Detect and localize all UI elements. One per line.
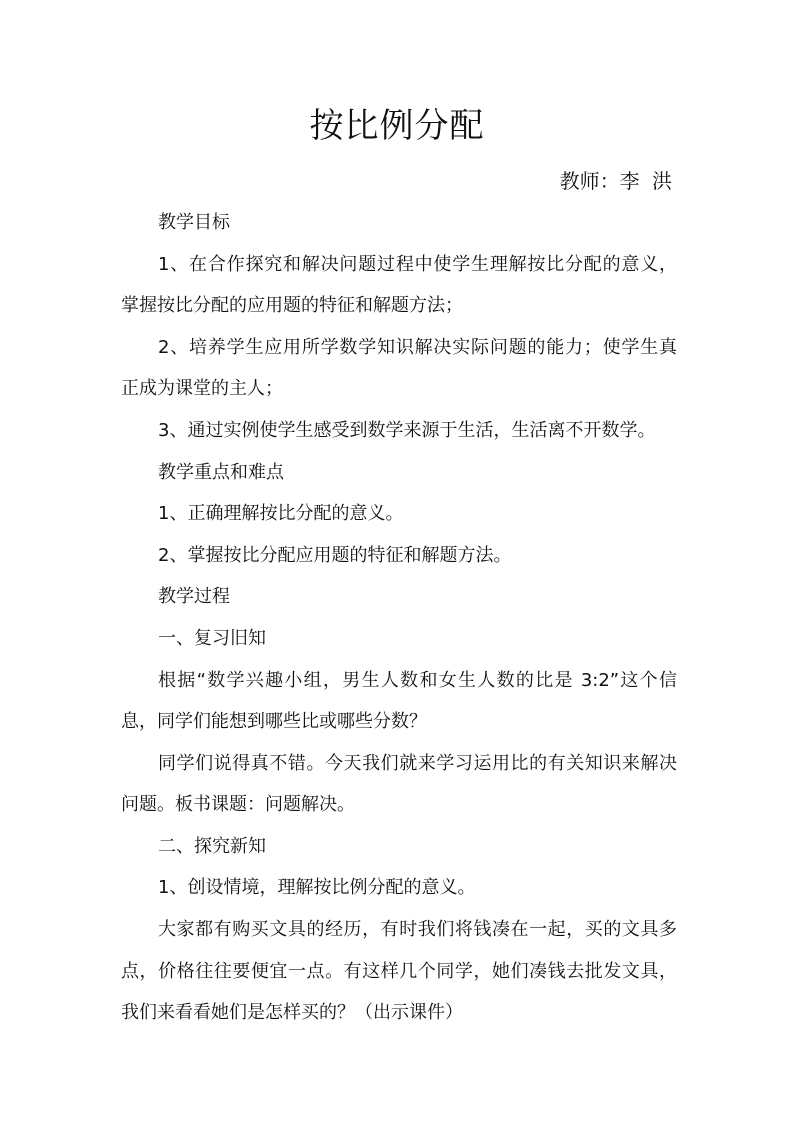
heading-teaching-goals: 教学目标 [158, 212, 230, 233]
paragraph-line: 息，同学们能想到哪些比或哪些分数？ [121, 711, 427, 732]
paragraph-line: 点，价格往往要便宜一点。有这样几个同学，她们凑钱去批发文具， [121, 961, 677, 982]
paragraph-line: 正成为课堂的主人； [121, 378, 283, 399]
paragraph-line: 2、掌握按比分配应用题的特征和解题方法。 [158, 545, 512, 566]
paragraph-line: 同学们说得真不错。今天我们就来学习运用比的有关知识来解决 [158, 753, 677, 774]
paragraph-line: 我们来看看她们是怎样买的？（出示课件） [121, 1002, 463, 1023]
heading-teaching-process: 教学过程 [158, 586, 230, 607]
heading-key-points: 教学重点和难点 [158, 462, 284, 483]
paragraph-line: 3、通过实例使学生感受到数学来源于生活，生活离不开数学。 [158, 420, 656, 441]
section-heading-explore: 二、探究新知 [158, 836, 266, 857]
paragraph-line: 掌握按比分配的应用题的特征和解题方法； [121, 295, 463, 316]
paragraph-line: 1、创设情境，理解按比例分配的意义。 [158, 877, 476, 898]
section-heading-review: 一、复习旧知 [158, 628, 266, 649]
paragraph-line: 大家都有购买文具的经历，有时我们将钱凑在一起，买的文具多 [158, 919, 677, 940]
paragraph-line: 1、在合作探究和解决问题过程中使学生理解按比分配的意义， [158, 254, 677, 275]
paragraph-line: 2、培养学生应用所学数学知识解决实际问题的能力；使学生真 [158, 337, 677, 358]
paragraph-line: 1、正确理解按比分配的意义。 [158, 503, 404, 524]
document-title: 按比例分配 [309, 106, 485, 146]
paragraph-line: 根据“数学兴趣小组，男生人数和女生人数的比是 3:2”这个信 [158, 670, 677, 691]
paragraph-line: 问题。板书课题：问题解决。 [121, 794, 355, 815]
teacher-name: 教师：李 洪 [559, 169, 672, 193]
